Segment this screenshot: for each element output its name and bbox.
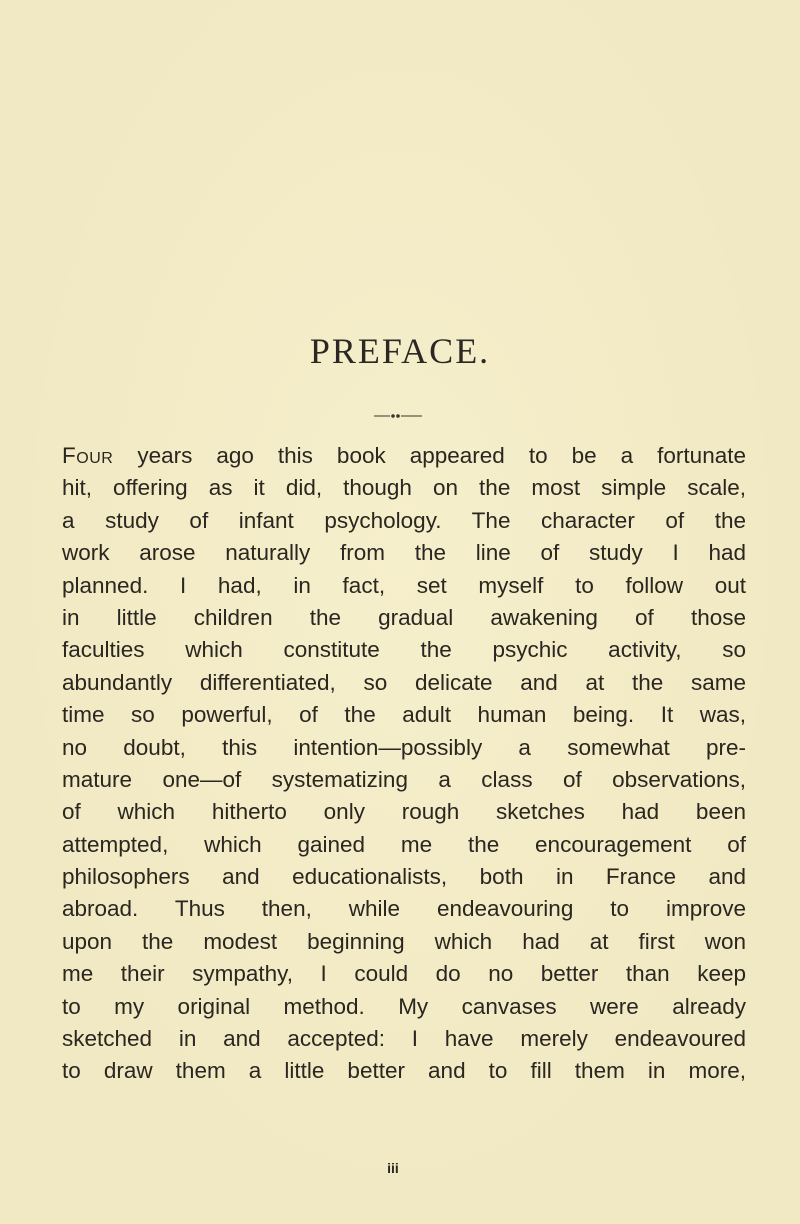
text-line: time so powerful, of the adult human being. It was, — [62, 702, 746, 728]
text-line: work arose naturally from the line of study I had — [62, 540, 746, 566]
text-line: in little children the gradual awakening of those — [62, 604, 746, 630]
page-number: iii — [387, 1160, 399, 1176]
text-line: sketched in and accepted: I have merely endeavoured — [62, 1026, 746, 1052]
text-line: me their sympathy, I could do no better than keep — [62, 961, 746, 987]
text-line: attempted, which gained me the encouragement of — [62, 831, 746, 857]
text-line: of which hitherto only rough sketches had been — [62, 799, 746, 825]
text-line: abroad. Thus then, while endeavouring to improve — [62, 896, 746, 922]
text-line: upon the modest beginning which had at first won — [62, 928, 746, 954]
preface-paragraph — [62, 440, 746, 1088]
text-line: Four years ago this book appeared to be a fortunate — [62, 443, 746, 468]
text-line: no doubt, this intention—possibly a somewhat pre- — [62, 734, 746, 760]
dash-dot-ornament-icon — [374, 412, 422, 420]
text-line: to draw them a little better and to fill them in more, — [62, 1058, 746, 1084]
drop-word: Four — [62, 443, 114, 468]
text-line: abundantly differentiated, so delicate and at the same — [62, 669, 746, 695]
text-line: faculties which constitute the psychic activity, so — [62, 637, 746, 663]
page-title: PREFACE. — [309, 331, 491, 371]
text-line: mature one—of systematizing a class of observations, — [62, 766, 746, 792]
text-line: philosophers and educationalists, both in France and — [62, 864, 746, 890]
text-line: planned. I had, in fact, set myself to follow out — [62, 572, 746, 598]
text-line: to my original method. My canvases were already — [62, 993, 746, 1019]
text-line: hit, offering as it did, though on the most simple scale, — [62, 475, 746, 501]
text-line: a study of infant psychology. The character of the — [62, 507, 746, 533]
